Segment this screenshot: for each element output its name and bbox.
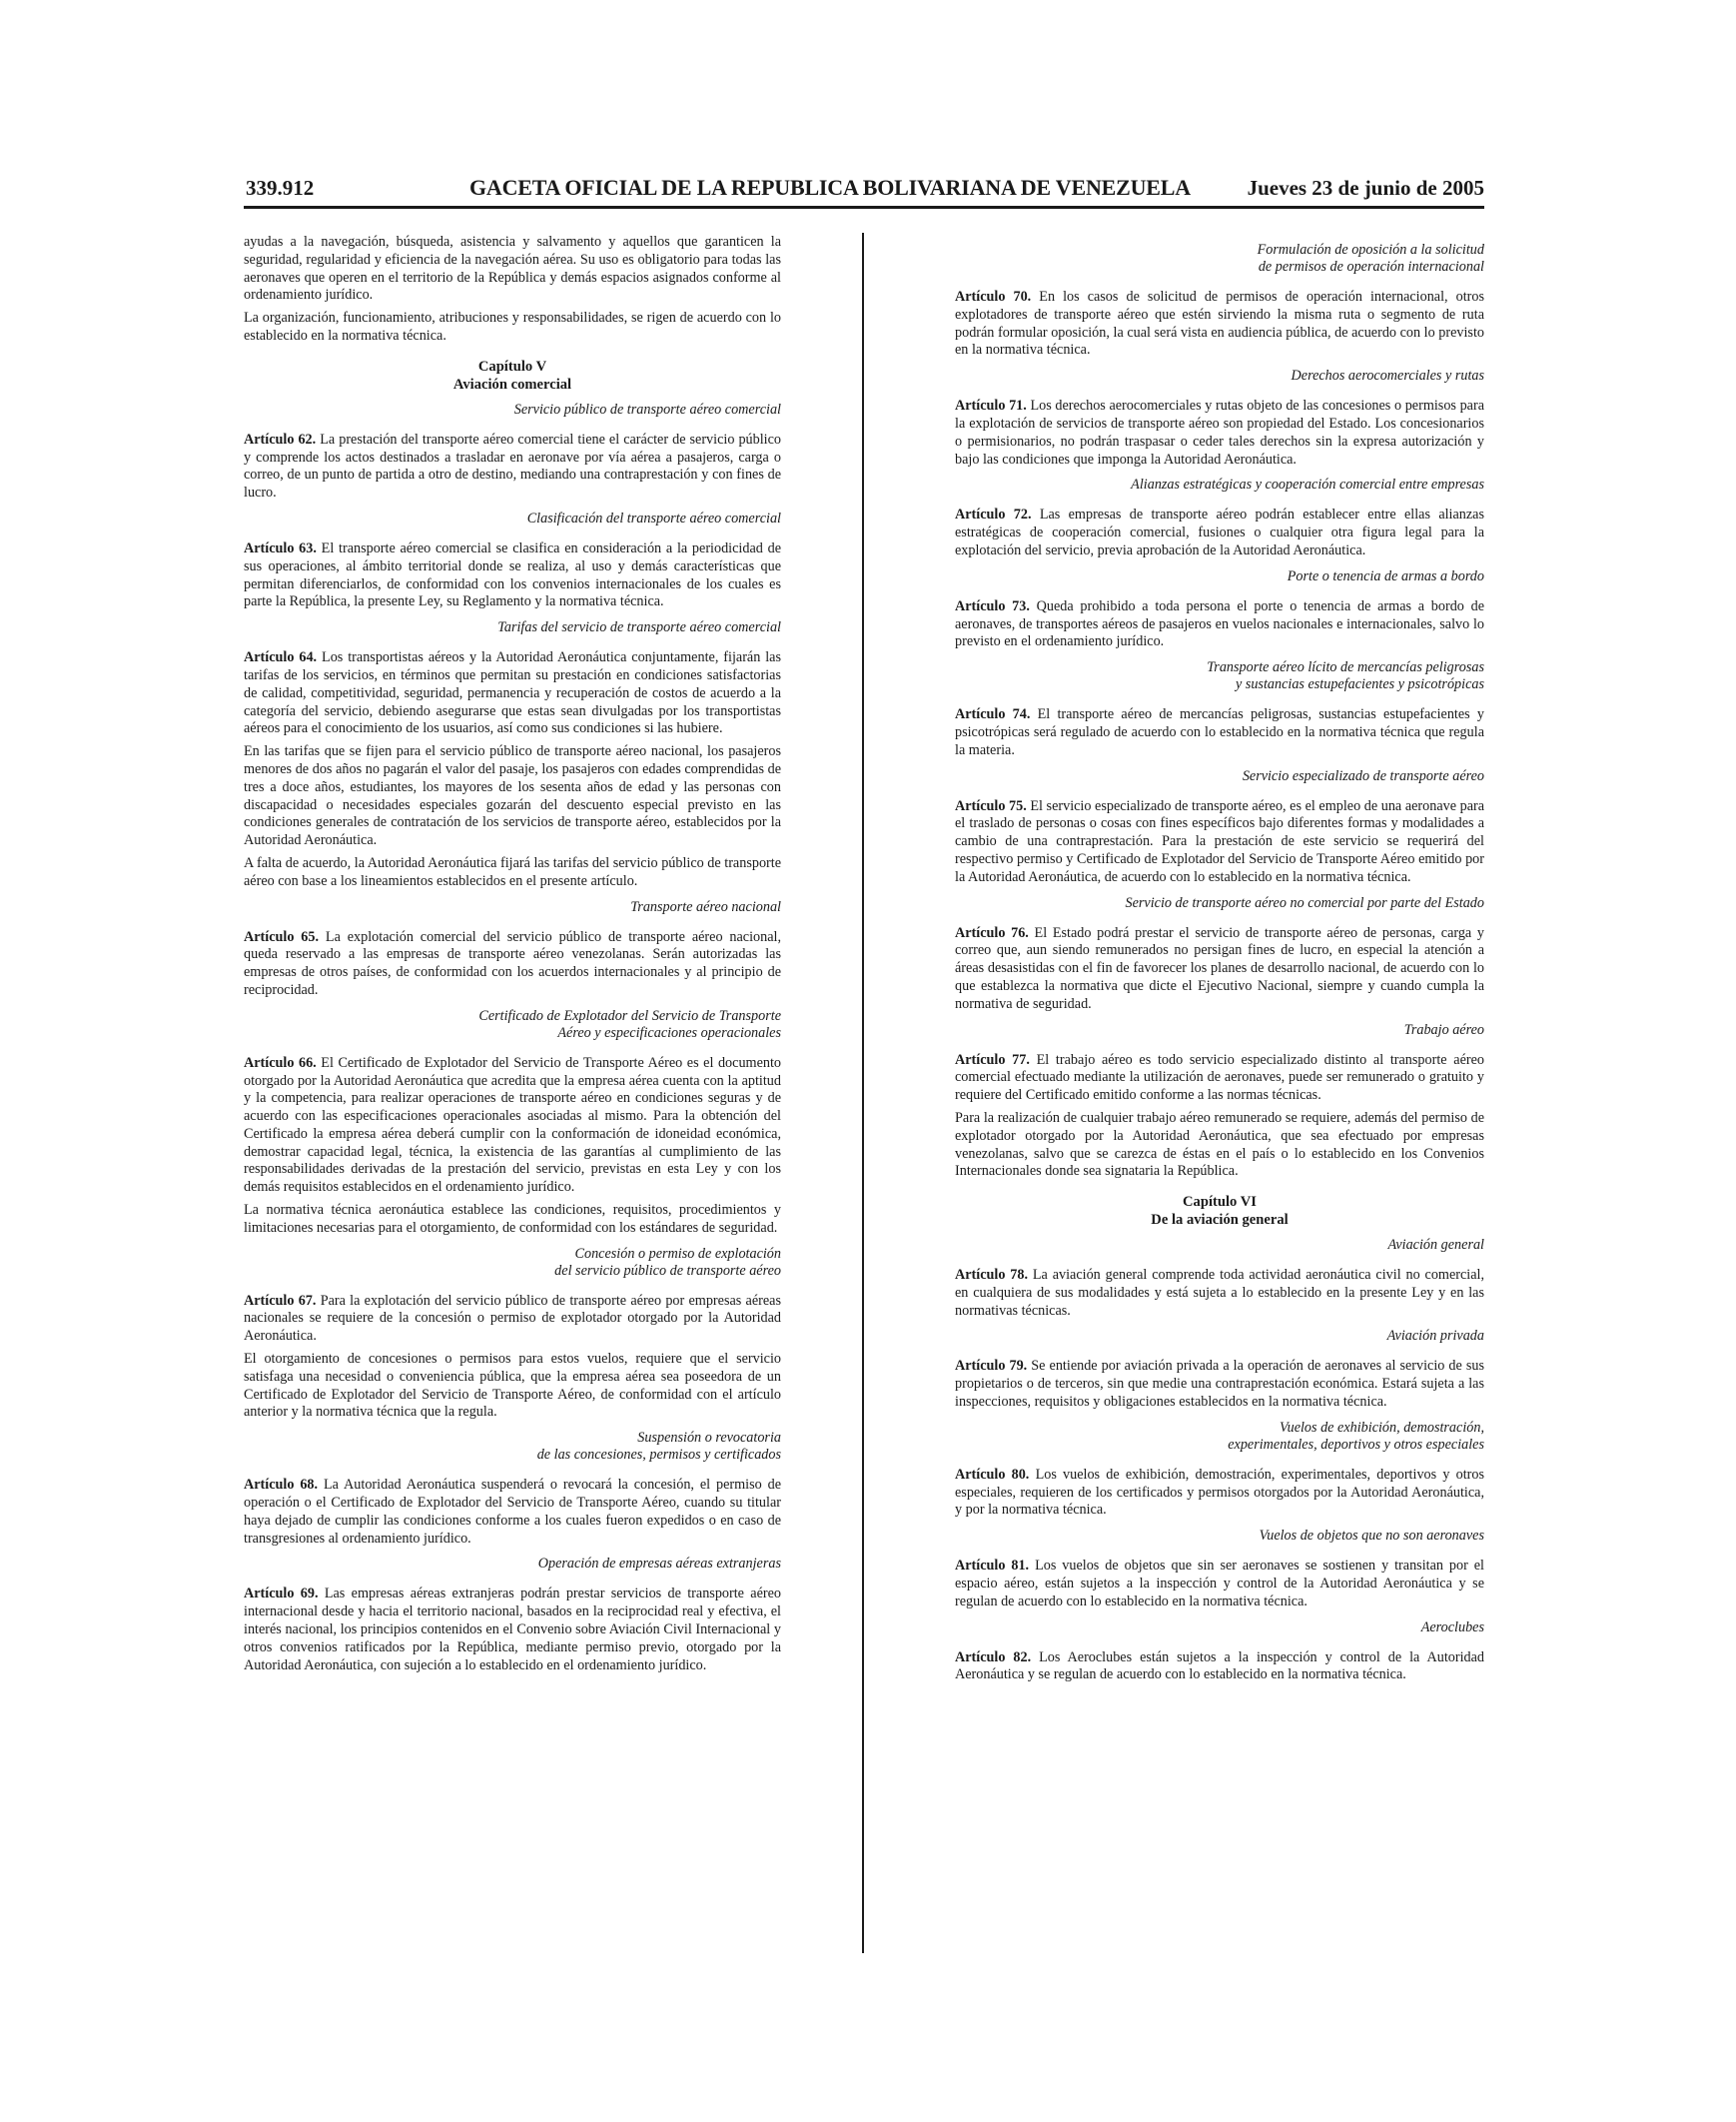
- paragraph: A falta de acuerdo, la Autoridad Aeronáutica fijará las tarifas del servicio público de transporte aéreo con base a los lineamientos establecidos en el presente artículo.: [244, 854, 781, 889]
- article-paragraph: [955, 925, 1484, 1014]
- section-heading-line: Concesión o permiso de explotación: [574, 1245, 781, 1262]
- section-heading: [955, 1528, 1484, 1545]
- article-number: Artículo 66.: [244, 1054, 317, 1071]
- article-text: Los vuelos de objetos que sin ser aeronaves se sostienen y transitan por el espacio aéreo, están sujetos a la inspección y control de la Autoridad Aeronáutica y se regulan de acuerdo con lo establecido en la normativa técnica.: [955, 1558, 1485, 1609]
- article-number: Artículo 82.: [955, 1648, 1032, 1665]
- article-text: La prestación del transporte aéreo comercial tiene el carácter de servicio público y comprende los actos destinados a trasladar en aeronave por vía aérea a pasajeros, carga o correo, de un punto de partida a otro de destino, mediando una contraprestación y con fines de lucro.: [244, 431, 782, 502]
- section-heading-line: Vuelos de exhibición, demostración,: [1279, 1419, 1484, 1436]
- section-heading: [244, 402, 781, 419]
- article-paragraph: [955, 1558, 1484, 1610]
- section-heading-line: del servicio público de transporte aéreo: [554, 1262, 781, 1279]
- section-heading-line: de permisos de operación internacional: [1258, 259, 1484, 275]
- section-heading-line: Formulación de oposición a la solicitud: [1257, 242, 1484, 258]
- article-number: Artículo 76.: [955, 924, 1029, 941]
- section-heading-line: Aviación privada: [1386, 1328, 1484, 1345]
- section-heading-line: Servicio público de transporte aéreo comercial: [513, 401, 781, 418]
- article-number: Artículo 73.: [955, 597, 1030, 614]
- article-number: Artículo 74.: [955, 706, 1031, 723]
- article-text: Se entiende por aviación privada a la operación de aeronaves al servicio de sus propietarios o de terceros, sin que medie una contraprestación económica. Estará sujeta a las inspecciones, requisitos y obligaciones establecidos en la normativa técnica.: [955, 1358, 1485, 1411]
- article-text: Las empresas aéreas extranjeras podrán prestar servicios de transporte aéreo internacional desde y hacia el territorio nacional, basados en la reciprocidad real y efectiva, el interés nacional, los principios contenidos en el Convenio sobre Aviación Civil Internacional y otros convenios ratificados por la República, mediante permiso previo, otorgado por la Autoridad Aeronáutica, con sujeción a lo establecido en el ordenamiento jurídico.: [244, 1586, 782, 1673]
- left-column: [244, 234, 781, 1679]
- article-text: El servicio especializado de transporte aéreo, es el empleo de una aeronave para el traslado de personas o cosas con fines específicos bajo diferentes formas y modalidades a cambio de una contraprestación. Para la prestación de este servicio se requerirá del respectivo permiso y Certificado de Explotador del Servicio de Transporte Aéreo emitido por la Autoridad Aeronáutica, de acuerdo con lo establecido en la normativa técnica.: [955, 797, 1485, 885]
- article-number: Artículo 63.: [244, 539, 317, 556]
- section-heading: [955, 568, 1484, 585]
- section-heading: [955, 895, 1484, 912]
- section-heading: [244, 619, 781, 636]
- article-paragraph: [955, 798, 1484, 887]
- article-number: Artículo 64.: [244, 649, 318, 666]
- article-paragraph: [244, 432, 781, 503]
- article-paragraph: [955, 1267, 1484, 1320]
- article-paragraph: [955, 598, 1484, 651]
- section-heading: [244, 899, 781, 916]
- gazette-title: GACETA OFICIAL DE LA REPUBLICA BOLIVARIANA DE VENEZUELA: [469, 175, 1191, 200]
- section-heading-line: Aéreo y especificaciones operacionales: [557, 1024, 781, 1041]
- section-heading: [955, 1237, 1484, 1254]
- article-number: Artículo 79.: [955, 1358, 1028, 1375]
- article-paragraph: [244, 1586, 781, 1674]
- section-heading-line: Alianzas estratégicas y cooperación comercial entre empresas: [1131, 477, 1484, 494]
- article-text: El Certificado de Explotador del Servicio de Transporte Aéreo es el documento otorgado por la Autoridad Aeronáutica que acredita que la empresa aérea cuenta con la aptitud y la competencia, para realizar operaciones de transporte aéreo en condiciones seguras y de acuerdo con las especificaciones operacionales asociadas al mismo. Para la obtención del Certificado la empresa aérea deberá cumplir con la conformación de idoneidad económica, demostrar capacidad legal, técnica, la existencia de las garantías al cumplimiento de las responsabilidades derivadas de la prestación del servicio, previstas en esta Ley y con los demás requisitos establecidos en el ordenamiento jurídico.: [244, 1054, 781, 1196]
- section-heading-line: Aeroclubes: [1420, 1618, 1484, 1635]
- page-header: [244, 172, 1484, 209]
- article-number: Artículo 67.: [244, 1292, 317, 1309]
- article-text: El Estado podrá prestar el servicio de transporte aéreo de personas, carga y correo que, aun siendo remunerados no persigan fines de lucro, en especial la atención a áreas desasistidas con el fin de favorecer los planes de desarrollo nacional, de acuerdo con lo que establezca la normativa que dicte el Ejecutivo Nacional, siempre y cuando cumpla la normativa de seguridad.: [955, 924, 1485, 1012]
- article-text: La aviación general comprende toda actividad aeronáutica civil no comercial, en cualquiera de sus modalidades y está sujeta a lo establecido en la presente Ley y en las normativas técnicas.: [955, 1267, 1485, 1319]
- article-number: Artículo 71.: [955, 398, 1027, 415]
- section-heading: [955, 477, 1484, 494]
- section-heading-line: experimentales, deportivos y otros especiales: [1228, 1436, 1484, 1453]
- section-heading-line: Operación de empresas aéreas extranjeras: [537, 1556, 781, 1573]
- section-heading-line: Derechos aerocomerciales y rutas: [1291, 368, 1484, 385]
- section-heading-line: Vuelos de objetos que no son aeronaves: [1259, 1528, 1484, 1545]
- article-number: Artículo 70.: [955, 289, 1032, 305]
- section-heading-line: Servicio especializado de transporte aéreo: [1242, 767, 1484, 784]
- chapter-heading-line: Aviación comercial: [452, 376, 572, 393]
- article-text: Los Aeroclubes están sujetos a la inspección y control de la Autoridad Aeronáutica y se regulan de acuerdo con lo establecido en la normativa técnica.: [955, 1648, 1485, 1683]
- section-heading-line: Suspensión o revocatoria: [637, 1430, 781, 1447]
- article-number: Artículo 72.: [955, 507, 1032, 524]
- section-heading: [955, 1022, 1484, 1039]
- chapter-heading-line: De la aviación general: [1151, 1212, 1289, 1229]
- article-text: La Autoridad Aeronáutica suspenderá o revocará la concesión, el permiso de operación o el Certificado de Explotador del Servicio de Transporte Aéreo, cuando su titular haya dejado de cumplir las condiciones conforme a los cuales fueron expedidos o en caso de transgresiones al ordenamiento jurídico.: [244, 1477, 782, 1547]
- article-paragraph: [955, 1052, 1484, 1105]
- article-number: Artículo 75.: [955, 797, 1027, 814]
- section-heading-line: Tarifas del servicio de transporte aéreo comercial: [497, 619, 781, 636]
- section-heading: [955, 1328, 1484, 1345]
- article-text: Los derechos aerocomerciales y rutas objeto de las concesiones o permisos para la explotación de servicios de transporte aéreo son propiedad del Estado. Los concesionarios o permisionarios, no podrán traspasar o ceder tales derechos sin la expresa autorización y bajo las condiciones que imponga la Autoridad Aeronáutica.: [955, 398, 1484, 468]
- article-text: Los vuelos de exhibición, demostración, experimentales, deportivos y otros especiales, requieren de los certificados y permisos otorgados por la Autoridad Aeronáutica, y por la normativa técnica.: [955, 1466, 1484, 1519]
- chapter-heading: [244, 358, 781, 394]
- article-paragraph: [244, 929, 781, 1000]
- article-number: Artículo 69.: [244, 1586, 319, 1602]
- article-paragraph: [244, 649, 781, 738]
- section-heading: [955, 1420, 1484, 1454]
- article-number: Artículo 81.: [955, 1558, 1030, 1575]
- article-paragraph: [955, 1649, 1484, 1685]
- article-text: La explotación comercial del servicio público de transporte aéreo nacional, queda reservado a las empresas de transporte aéreo venezolanas. Serán autorizadas las empresas de otros países, de conformidad con los acuerdos internacionales y al principio de reciprocidad.: [244, 928, 782, 998]
- article-number: Artículo 62.: [244, 431, 317, 448]
- column-divider: [862, 233, 864, 1953]
- article-text: El transporte aéreo comercial se clasifica en consideración a la periodicidad de sus operaciones, al ámbito territorial donde se realiza, al uso y demás características que permitan diferenciarlos, de conformidad con los convenios internacionales de los cuales es parte la República, la presente Ley, su Reglamento y la normativa técnica.: [244, 539, 781, 610]
- article-paragraph: [955, 507, 1484, 559]
- right-column: [955, 234, 1484, 1689]
- section-heading: [955, 659, 1484, 693]
- section-heading-line: Aviación general: [1387, 1237, 1484, 1254]
- article-paragraph: [955, 398, 1484, 469]
- article-number: Artículo 78.: [955, 1267, 1029, 1284]
- article-number: Artículo 80.: [955, 1466, 1030, 1483]
- article-paragraph: [244, 540, 781, 611]
- section-heading-line: Porte o tenencia de armas a bordo: [1287, 567, 1484, 584]
- section-heading-line: y sustancias estupefacientes y psicotrópicas: [1235, 676, 1484, 693]
- article-paragraph: [955, 1467, 1484, 1520]
- section-heading-line: Certificado de Explotador del Servicio de Transporte: [478, 1007, 781, 1024]
- section-heading-line: Trabajo aéreo: [1403, 1021, 1484, 1038]
- article-paragraph: [955, 706, 1484, 759]
- article-number: Artículo 68.: [244, 1477, 319, 1494]
- article-text: El transporte aéreo de mercancías peligrosas, sustancias estupefacientes y psicotrópicas será regulado de acuerdo con lo establecido en la normativa técnica que regula la materia.: [955, 706, 1485, 758]
- article-text: Para la explotación del servicio público de transporte aéreo por empresas aéreas nacionales se requiere de la concesión o permiso de explotador otorgado por la Autoridad Aeronáutica.: [244, 1292, 781, 1345]
- article-paragraph: [955, 289, 1484, 360]
- section-heading: [244, 1430, 781, 1464]
- section-heading-line: Servicio de transporte aéreo no comercial por parte del Estado: [1125, 894, 1484, 911]
- section-heading: [955, 1619, 1484, 1636]
- article-text: En los casos de solicitud de permisos de operación internacional, otros explotadores de transporte aéreo que estén sirviendo la misma ruta o segmento de ruta podrán formular oposición, la cual será vista en audiencia pública, de acuerdo con lo previsto en la normativa técnica.: [955, 289, 1485, 359]
- section-heading: [244, 1008, 781, 1042]
- section-heading-line: Transporte aéreo nacional: [630, 898, 781, 915]
- chapter-heading-line: Capítulo V: [477, 358, 547, 375]
- article-paragraph: [244, 1477, 781, 1548]
- article-text: Queda prohibido a toda persona el porte o tenencia de armas a bordo de aeronaves, de transportes aéreos de pasajeros en vuelos nacionales e internacionales, salvo lo previsto en el ordenamiento jurídico.: [955, 597, 1484, 650]
- section-heading: [955, 368, 1484, 385]
- paragraph: ayudas a la navegación, búsqueda, asistencia y salvamento y aquellos que garanticen la seguridad, regularidad y eficiencia de la navegación aérea. Su uso es obligatorio para todas las aeronaves que operen en el territorio de la República y demás espacios asignados conforme al ordenamiento jurídico.: [244, 234, 781, 304]
- section-heading-line: Transporte aéreo lícito de mercancías peligrosas: [1207, 659, 1484, 676]
- article-text: Las empresas de transporte aéreo podrán establecer entre ellas alianzas estratégicas de cooperación comercial, fusiones o cualquier otra figura legal para la explotación del servicio, previa aprobación de la Autoridad Aeronáutica.: [955, 507, 1485, 558]
- article-text: El trabajo aéreo es todo servicio especializado distinto al transporte aéreo comercial efectuado mediante la utilización de aeronaves, puede ser remunerado o gratuito y requiere del Certificado emitido conforme a las normas técnicas.: [955, 1051, 1484, 1104]
- section-heading: [244, 1556, 781, 1573]
- article-paragraph: [955, 1358, 1484, 1411]
- page-number: 339.912: [246, 176, 315, 200]
- section-heading: [955, 768, 1484, 785]
- section-heading: [955, 242, 1484, 276]
- section-heading: [244, 511, 781, 528]
- paragraph: La normativa técnica aeronáutica establece las condiciones, requisitos, procedimientos y limitaciones necesarias para el otorgamiento, de conformidad con los estándares de seguridad.: [244, 1202, 781, 1236]
- section-heading: [244, 1246, 781, 1280]
- article-number: Artículo 65.: [244, 928, 320, 945]
- chapter-heading: [955, 1193, 1484, 1229]
- paragraph: La organización, funcionamiento, atribuciones y responsabilidades, se rigen de acuerdo con lo establecido en la normativa técnica.: [244, 310, 781, 344]
- section-heading-line: Clasificación del transporte aéreo comercial: [526, 510, 781, 527]
- article-number: Artículo 77.: [955, 1051, 1030, 1068]
- section-heading-line: de las concesiones, permisos y certificados: [536, 1447, 781, 1464]
- paragraph: Para la realización de cualquier trabajo aéreo remunerado se requiere, además del permiso de explotador otorgado por la Autoridad Aeronáutica, que sea efectuado por empresas venezolanas, salvo que se carezca de éstas en el país o lo establecido en los Convenios Internacionales donde sea signataria la República.: [955, 1109, 1484, 1180]
- article-paragraph: [244, 1293, 781, 1346]
- article-paragraph: [244, 1055, 781, 1197]
- chapter-heading-line: Capítulo VI: [1183, 1194, 1257, 1211]
- paragraph: En las tarifas que se fijen para el servicio público de transporte aéreo nacional, los pasajeros menores de dos años no pagarán el valor del pasaje, los pasajeros con edades comprendidas de tres a doce años, estudiantes, los mayores de los sesenta años de edad y las personas con discapacidad o necesidades especiales gozarán del descuento especial previsto en las condiciones generales de contratación de los servicios de transporte aéreo, establecidos por la Autoridad Aeronáutica.: [244, 743, 781, 849]
- publication-date: Jueves 23 de junio de 2005: [1247, 176, 1484, 200]
- paragraph: El otorgamiento de concesiones o permisos para estos vuelos, requiere que el servicio satisfaga una necesidad o conveniencia pública, que la empresa aérea sea poseedora de un Certificado de Explotador del Servicio de Transporte Aéreo, de conformidad con el artículo anterior y la normativa técnica que la regula.: [244, 1351, 781, 1421]
- article-text: Los transportistas aéreos y la Autoridad Aeronáutica conjuntamente, fijarán las tarifas de los servicios, en términos que permitan su prestación en condiciones satisfactorias de calidad, competitividad, seguridad, permanencia y recuperación de costos de acuerdo a la categoría del servicio, debiendo asegurarse que estas sean divulgadas por los transportistas aéreos para el conocimiento de los usuarios, así como sus condiciones si las hubiere.: [244, 649, 781, 737]
